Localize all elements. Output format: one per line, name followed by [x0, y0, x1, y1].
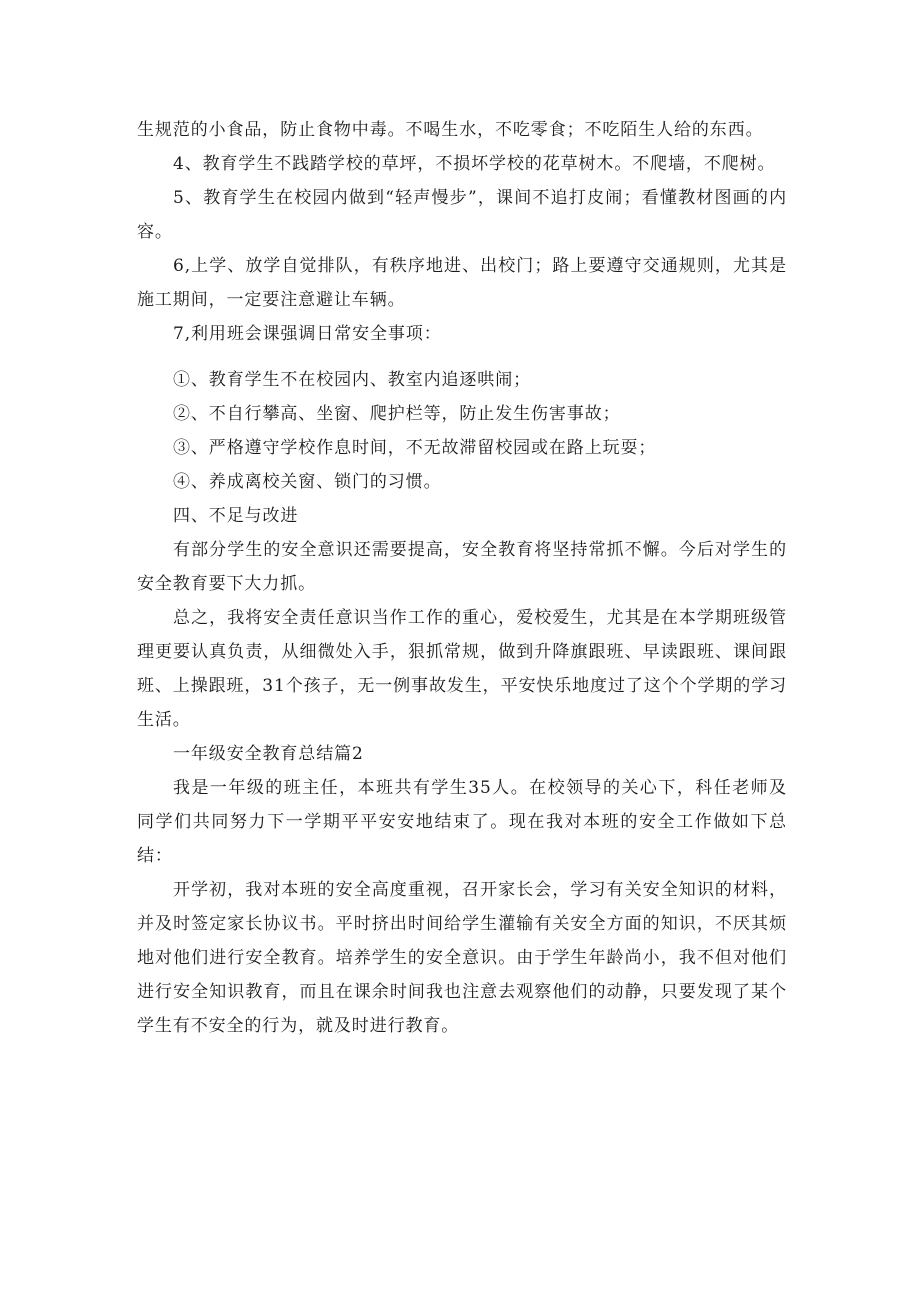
document-body [137, 113, 787, 1043]
list-item-4: ④、养成离校关窗、锁门的习惯。 [173, 472, 442, 492]
list-item-2: ②、不自行攀高、坐窗、爬护栏等，防止发生伤害事故； [173, 404, 621, 424]
article-title-part-2: 一年级安全教育总结篇2 [173, 744, 364, 764]
spacer [137, 351, 787, 363]
paragraph-item-6: 6,上学、放学自觉排队，有秩序地进、出校门；路上要遵守交通规则，尤其是施工期间，一定要注意避让车辆。 [137, 256, 787, 310]
list-item-1: ①、教育学生不在校园内、教室内追逐哄闹； [173, 370, 531, 390]
paragraph-item-5: 5、教育学生在校园内做到“轻声慢步”，课间不追打皮闹；看懂教材图画的内容。 [137, 188, 787, 242]
paragraph-continued: 生规范的小食品，防止食物中毒。不喝生水，不吃零食；不吃陌生人给的东西。 [137, 120, 764, 140]
paragraph-intro: 我是一年级的班主任，本班共有学生35人。在校领导的关心下，科任老师及同学们共同努力下一学期平平安安地结束了。现在我对本班的安全工作做如下总结： [137, 778, 787, 866]
paragraph-item-7: 7,利用班会课强调日常安全事项： [173, 324, 442, 344]
paragraph-semester-start: 开学初，我对本班的安全高度重视，召开家长会，学习有关安全知识的材料，并及时签定家长协议书。平时挤出时间给学生灌输有关安全方面的知识，不厌其烦地对他们进行安全教育。培养学生的安全意识。由于学生年龄尚小，我不但对他们进行安全知识教育，而且在课余时间我也注意去观察他们的动静，只要发现了某个学生有不安全的行为，就及时进行教育。 [137, 880, 787, 1036]
paragraph-summary: 总之，我将安全责任意识当作工作的重心，爱校爱生，尤其是在本学期班级管理更要认真负责，从细微处入手，狠抓常规，做到升降旗跟班、早读跟班、课间跟班、上操跟班，31个孩子，无一例事故发生，平安快乐地度过了这个个学期的学习生活。 [137, 608, 787, 730]
section-heading-improvement: 四、不足与改进 [173, 506, 299, 526]
list-item-3: ③、严格遵守学校作息时间，不无故滞留校园或在路上玩耍； [173, 438, 657, 458]
paragraph-item-4: 4、教育学生不践踏学校的草坪，不损坏学校的花草树木。不爬墙，不爬树。 [173, 154, 776, 174]
paragraph-improvement: 有部分学生的安全意识还需要提高，安全教育将坚持常抓不懈。今后对学生的安全教育要下大力抓。 [137, 540, 787, 594]
